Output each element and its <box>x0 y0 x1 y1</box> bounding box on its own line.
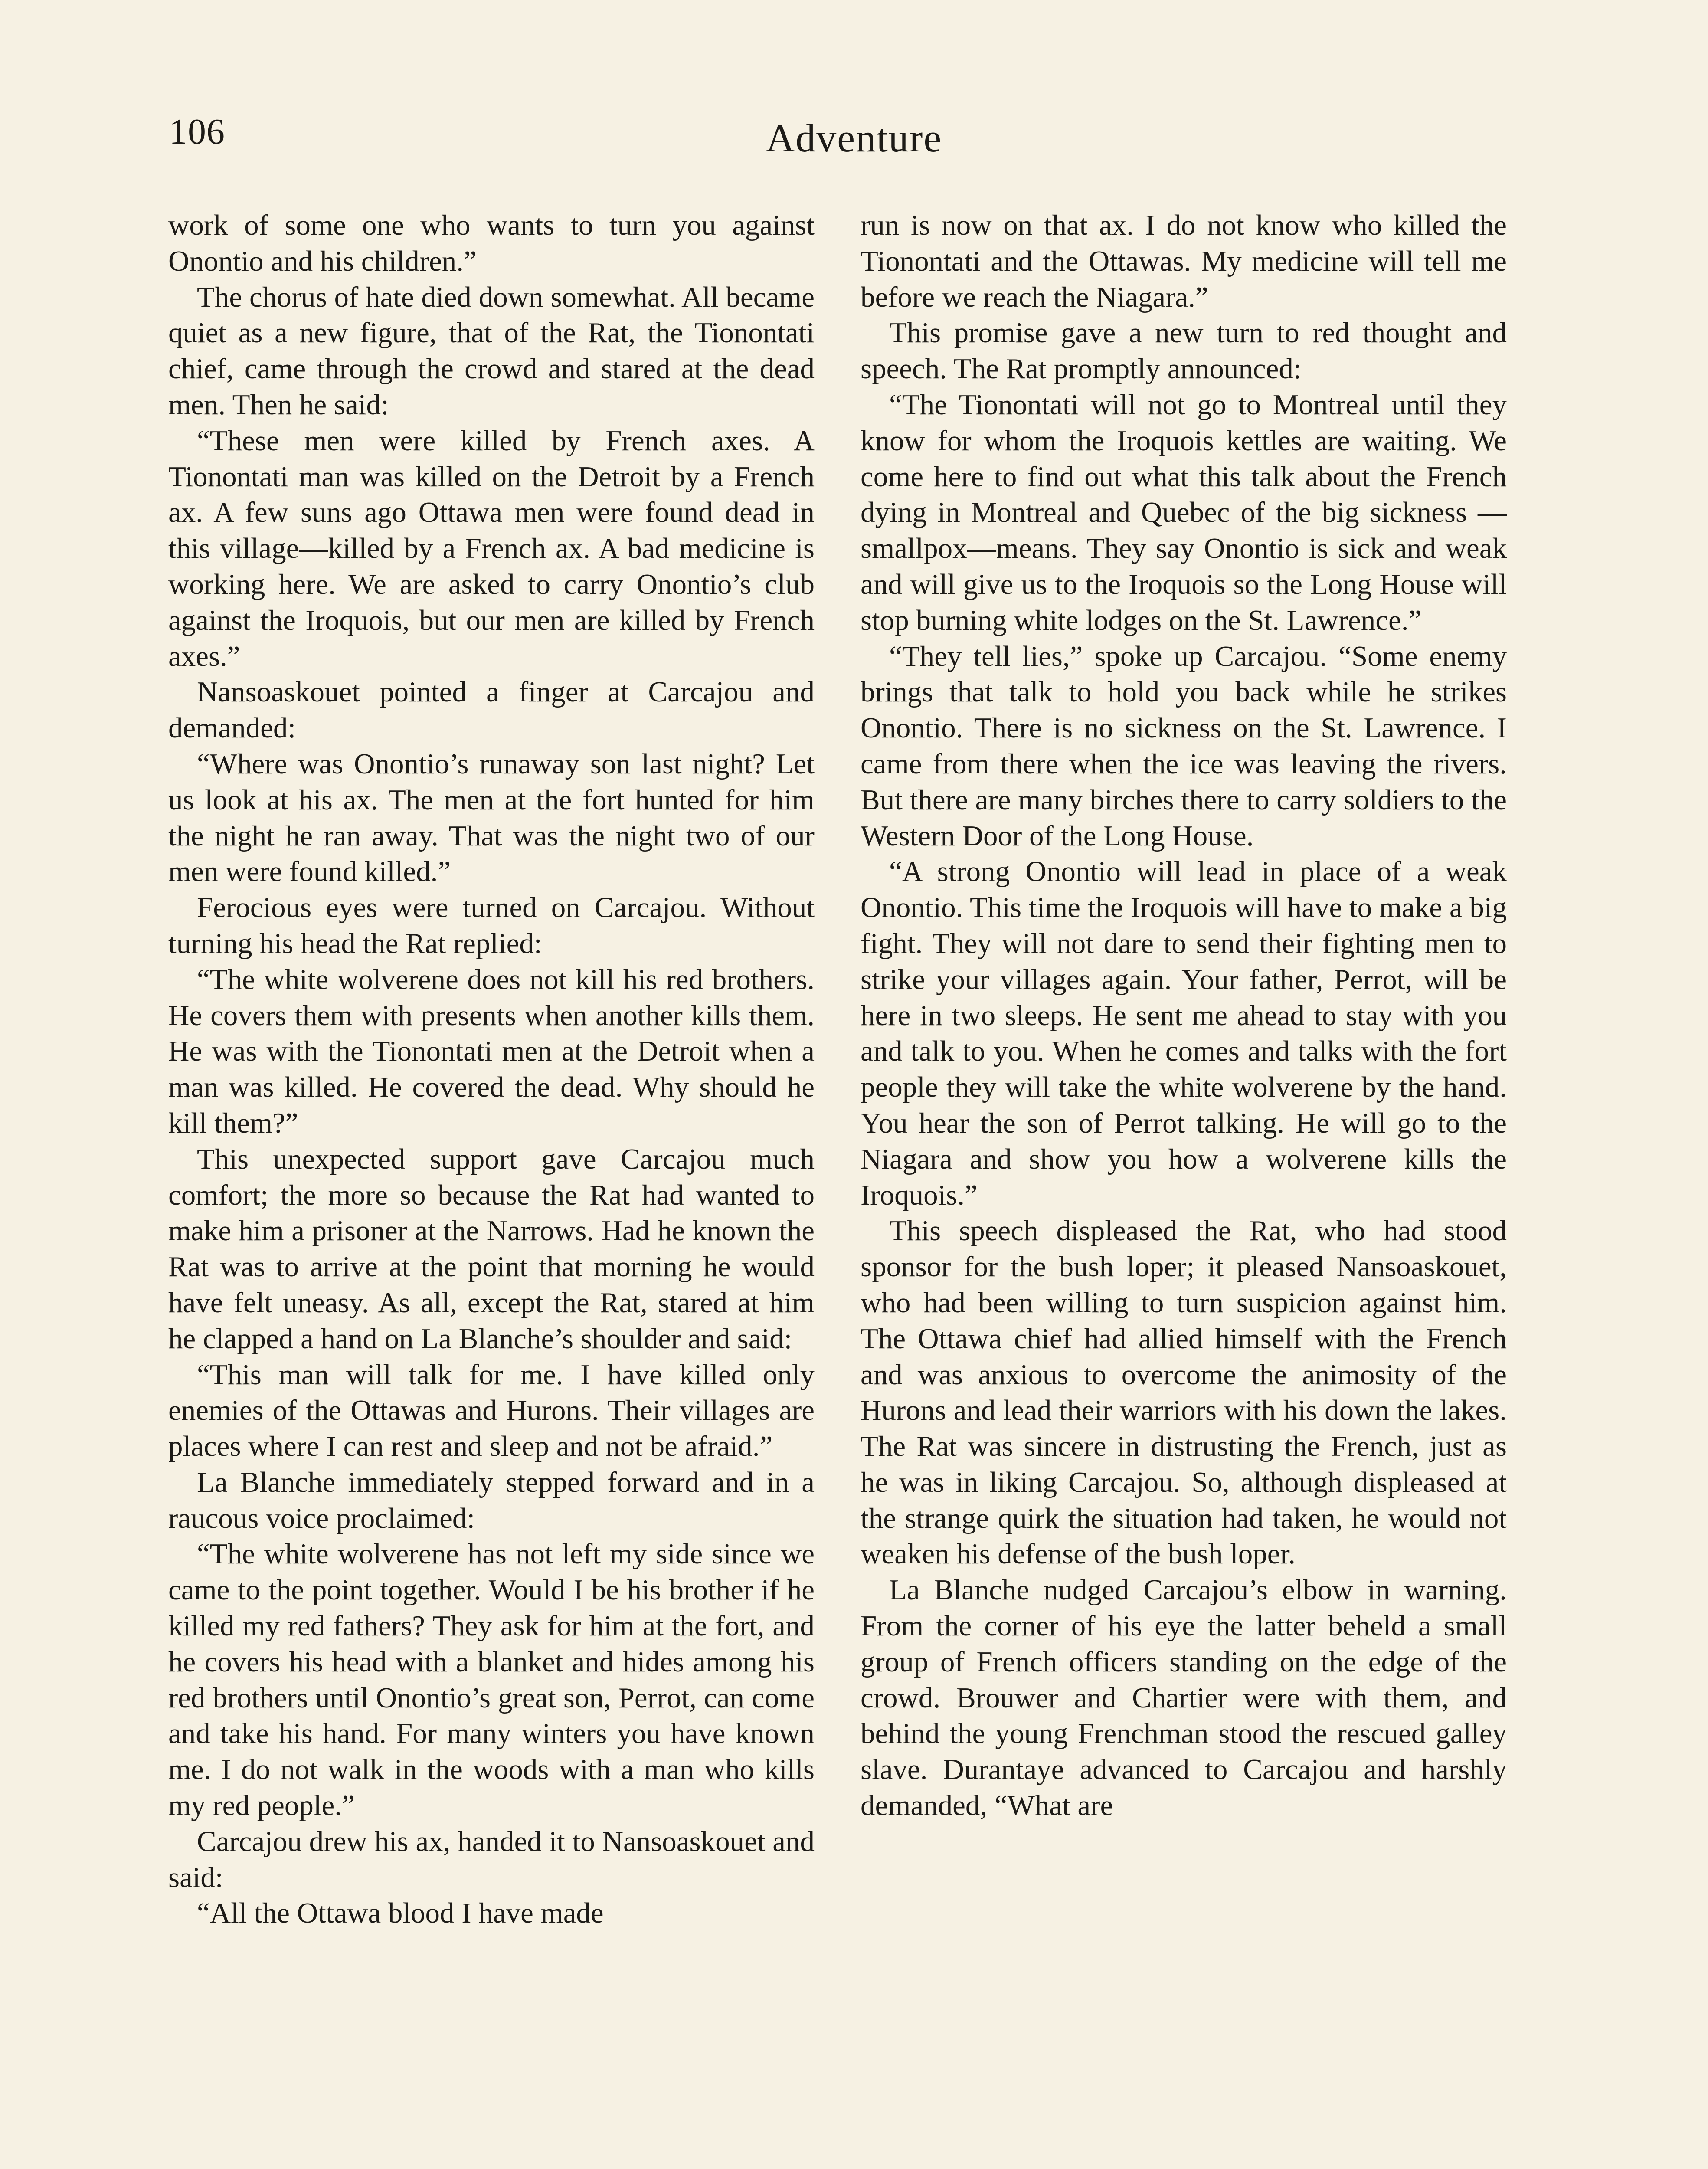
text-column-right <box>861 207 1507 1824</box>
paragraph: “The Tionontati will not go to Montreal until they know for whom the Iroquois kettles are waiting. We come here to find out what this talk about the French dying in Montreal and Quebec of the big sickness —smallpox—means. They say Onontio is sick and weak and will give us to the Iroquois so the Long House will stop burning white lodges on the St. Lawrence.” <box>861 388 1507 636</box>
paragraph: “The white wolverene does not kill his red brothers. He covers them with presents when another kills them. He was with the Tionontati men at the Detroit when a man was killed. He covered the dead. Why should he kill them?” <box>168 963 815 1139</box>
paragraph: “They tell lies,” spoke up Carcajou. “Some enemy brings that talk to hold you back while he strikes Onontio. There is no sickness on the St. Lawrence. I came from there when the ice was leaving the rivers. But there are many birches there to carry soldiers to the Western Door of the Long House. <box>861 640 1507 852</box>
paragraph: “These men were killed by French axes. A Tionontati man was killed on the Detroit by a French ax. A few suns ago Ottawa men were found dead in this village—killed by a French ax. A bad medicine is working here. We are asked to carry Onontio’s club against the Iroquois, but our men are killed by French axes.” <box>168 424 815 672</box>
paragraph: work of some one who wants to turn you against Onontio and his children.” <box>168 209 815 277</box>
paragraph: This unexpected support gave Carcajou much comfort; the more so because the Rat had wanted to make him a prisoner at the Narrows. Had he known the Rat was to arrive at the point that morning he would have felt uneasy. As all, except the Rat, stared at him he clapped a hand on La Blanche’s shoulder and said: <box>168 1143 815 1355</box>
paragraph: Nansoaskouet pointed a finger at Carcajou and demanded: <box>168 676 815 744</box>
running-head-title: Adventure <box>766 116 942 160</box>
paragraph: La Blanche immediately stepped forward and in a raucous voice proclaimed: <box>168 1466 815 1534</box>
paragraph: “A strong Onontio will lead in place of a weak Onontio. This time the Iroquois will have to make a big fight. They will not dare to send their fighting men to strike your villages again. Your father, Perrot, will be here in two sleeps. He sent me ahead to stay with you and talk to you. When he comes and talks with the fort people they will take the white wolverene by the hand. You hear the son of Perrot talking. He will go to the Niagara and show you how a wolverene kills the Iroquois.” <box>861 855 1507 1211</box>
paragraph: “All the Ottawa blood I have made <box>197 1897 604 1930</box>
paragraph: Ferocious eyes were turned on Carcajou. Without turning his head the Rat replied: <box>168 891 815 960</box>
paragraph: The chorus of hate died down somewhat. All became quiet as a new figure, that of the Rat, the Tionontati chief, came through the crowd and stared at the dead men. Then he said: <box>168 281 815 421</box>
paragraph: “The white wolverene has not left my side since we came to the point together. Would I be his brother if he killed my red fathers? They ask for him at the fort, and he covers his head with a blanket and hides among his red brothers until Onontio’s great son, Perrot, can come and take his hand. For many winters you have known me. I do not walk in the woods with a man who kills my red people.” <box>168 1538 815 1822</box>
text-column-left <box>168 207 815 1931</box>
paragraph: La Blanche nudged Carcajou’s elbow in warning. From the corner of his eye the latter beheld a small group of French officers standing on the edge of the crowd. Brouwer and Chartier were with them, and behind the young Frenchman stood the rescued galley slave. Durantaye advanced to Carcajou and harshly demanded, “What are <box>861 1574 1507 1822</box>
paragraph: This speech displeased the Rat, who had stood sponsor for the bush loper; it pleased Nansoaskouet, who had been willing to turn suspicion against him. The Ottawa chief had allied himself with the French and was anxious to overcome the animosity of the Hurons and lead their warriors with his down the lakes. The Rat was sincere in distrusting the French, just as he was in liking Carcajou. So, although displeased at the strange quirk the situation had taken, he would not weaken his defense of the bush loper. <box>861 1215 1507 1570</box>
paragraph: run is now on that ax. I do not know who killed the Tionontati and the Ottawas. My medicine will tell me before we reach the Niagara.” <box>861 209 1507 313</box>
paragraph: “This man will talk for me. I have killed only enemies of the Ottawas and Hurons. Their villages are places where I can rest and sleep and not be afraid.” <box>168 1358 815 1463</box>
page-number: 106 <box>169 111 225 152</box>
paragraph: “Where was Onontio’s runaway son last night? Let us look at his ax. The men at the fort hunted for him the night he ran away. That was the night two of our men were found killed.” <box>168 747 815 888</box>
paragraph: This promise gave a new turn to red thought and speech. The Rat promptly announced: <box>861 317 1507 385</box>
paragraph: Carcajou drew his ax, handed it to Nansoaskouet and said: <box>168 1825 815 1894</box>
